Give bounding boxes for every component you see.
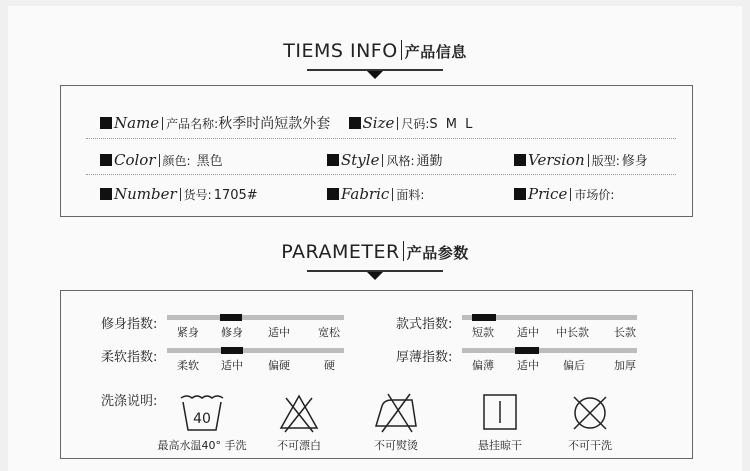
thick-scale-track <box>462 348 637 353</box>
hang-dry-text: 悬挂晾干 <box>478 439 522 452</box>
style-item <box>327 150 443 169</box>
no-dry-clean-text: 不可干洗 <box>568 439 612 452</box>
soft-tick-3: 偏硬 <box>268 359 290 372</box>
thick-tick-3: 偏后 <box>563 359 585 372</box>
no-dry-clean-icon <box>568 392 612 434</box>
length-tick-1: 短款 <box>472 326 494 339</box>
wash-item-hang-dry <box>461 392 539 453</box>
fit-scale-label: 修身指数: <box>101 317 158 332</box>
wash-item-no-dry-clean <box>553 392 627 453</box>
bullet-square <box>100 117 112 129</box>
wash-item-hand-wash <box>150 392 254 453</box>
length-scale-marker <box>472 314 496 321</box>
hand-wash-text: 最高水温40° 手洗 <box>157 439 247 452</box>
bullet-square <box>514 188 526 200</box>
hang-dry-icon <box>478 392 522 434</box>
number-item <box>100 185 258 203</box>
fit-tick-1: 紧身 <box>177 326 199 339</box>
title-divider <box>401 40 402 60</box>
price-label-cn: 市场价: <box>574 188 615 202</box>
no-iron-icon <box>370 392 422 434</box>
info-title-cn: 产品信息 <box>404 43 467 61</box>
number-label-en: Number <box>114 185 177 203</box>
color-label-cn: 颜色: <box>162 154 191 168</box>
length-scale-label: 款式指数: <box>396 317 453 332</box>
length-tick-2: 适中 <box>517 326 539 339</box>
fit-tick-4: 宽松 <box>318 326 340 339</box>
bullet-square <box>100 154 112 166</box>
pipe-divider <box>588 154 589 167</box>
bullet-square <box>349 117 361 129</box>
pipe-divider <box>392 188 393 201</box>
fit-tick-2: 修身 <box>221 326 243 339</box>
wash-item-no-bleach <box>262 392 336 453</box>
no-bleach-icon <box>277 392 321 434</box>
thick-scale-label: 厚薄指数: <box>396 350 453 365</box>
price-label-en: Price <box>528 185 568 203</box>
thick-tick-4: 加厚 <box>614 359 636 372</box>
length-tick-3: 中长款 <box>556 326 589 339</box>
svg-text:40: 40 <box>193 411 211 427</box>
param-title-cn: 产品参数 <box>406 244 469 262</box>
bullet-square <box>100 188 112 200</box>
size-label-en: Size <box>362 114 395 132</box>
pipe-divider <box>570 188 571 201</box>
soft-scale-label: 柔软指数: <box>101 350 158 365</box>
info-row-1 <box>100 113 474 133</box>
wash-instructions-label: 洗涤说明: <box>101 394 158 409</box>
wash-item-no-iron <box>356 392 436 453</box>
info-section-title <box>0 40 750 62</box>
pipe-divider <box>397 117 398 130</box>
thick-scale-marker <box>515 347 539 354</box>
param-section-title <box>0 241 750 263</box>
fit-tick-3: 适中 <box>268 326 290 339</box>
soft-tick-2: 适中 <box>221 359 243 372</box>
bullet-square <box>327 188 339 200</box>
soft-scale-marker <box>221 347 243 354</box>
name-label-en: Name <box>114 114 160 132</box>
thick-tick-2: 适中 <box>517 359 539 372</box>
fabric-label-en: Fabric <box>341 185 390 203</box>
size-label-cn: 尺码: <box>401 117 430 131</box>
version-item <box>514 150 648 169</box>
param-title-arrow <box>367 272 383 280</box>
soft-scale-track <box>167 348 344 353</box>
info-divider-2 <box>86 174 676 175</box>
hand-wash-40-icon <box>178 392 226 434</box>
info-divider-1 <box>86 138 676 139</box>
no-iron-text: 不可熨烫 <box>374 439 418 452</box>
name-value: 秋季时尚短款外套 <box>218 116 331 132</box>
version-label-en: Version <box>528 151 585 169</box>
length-tick-4: 长款 <box>614 326 636 339</box>
title-divider <box>403 241 404 261</box>
color-label-en: Color <box>114 151 156 169</box>
number-label-cn: 货号: <box>183 188 212 202</box>
number-value: 1705# <box>213 188 258 203</box>
no-bleach-text: 不可漂白 <box>277 439 321 452</box>
version-value: 修身 <box>621 154 648 169</box>
info-title-en: TIEMS INFO <box>283 40 398 62</box>
color-item <box>100 150 223 169</box>
bullet-square <box>327 154 339 166</box>
name-label-cn: 产品名称: <box>166 117 219 131</box>
style-label-en: Style <box>341 151 380 169</box>
pipe-divider <box>159 154 160 167</box>
color-value: 黑色 <box>196 154 223 169</box>
pipe-divider <box>382 154 383 167</box>
soft-tick-1: 柔软 <box>177 359 199 372</box>
soft-tick-4: 硬 <box>324 359 335 372</box>
version-label-cn: 版型: <box>591 154 620 168</box>
style-label-cn: 风格: <box>386 154 415 168</box>
fit-scale-marker <box>220 314 242 321</box>
bullet-square <box>514 154 526 166</box>
fabric-label-cn: 面料: <box>396 188 425 202</box>
pipe-divider <box>162 117 163 130</box>
param-title-en: PARAMETER <box>281 241 400 263</box>
thick-tick-1: 偏薄 <box>472 359 494 372</box>
pipe-divider <box>180 188 181 201</box>
fabric-item <box>327 185 424 203</box>
price-item <box>514 185 614 203</box>
fit-scale-track <box>167 315 344 320</box>
size-value: S M L <box>429 117 475 132</box>
info-title-arrow <box>367 71 383 79</box>
style-value: 通勤 <box>416 154 443 169</box>
